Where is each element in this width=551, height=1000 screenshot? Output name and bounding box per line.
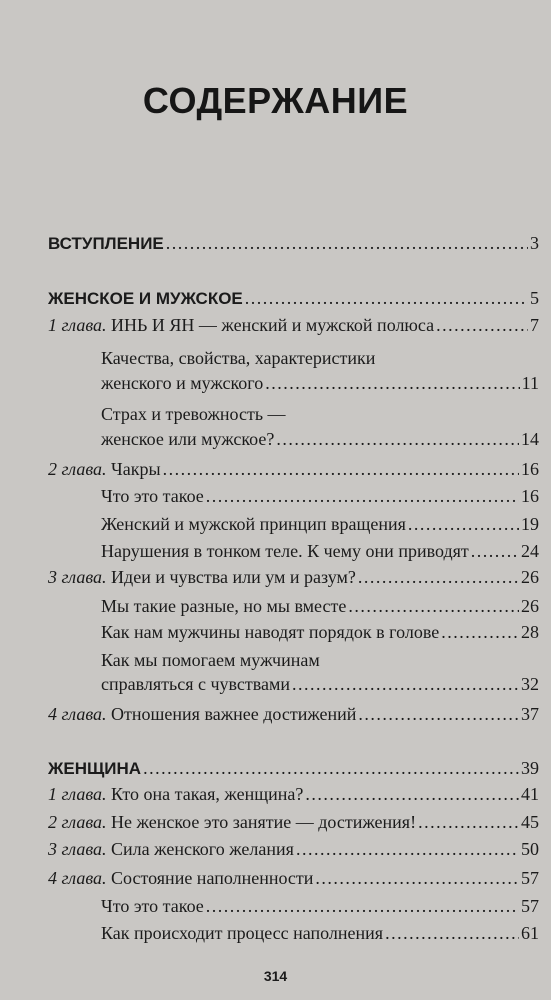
toc-chapter — [48, 313, 539, 337]
toc-entry-text — [48, 782, 303, 806]
toc-section — [48, 286, 539, 311]
toc-entry-text — [48, 810, 416, 834]
toc-page-number: 16 — [521, 486, 539, 506]
toc-page-number: 5 — [530, 288, 539, 308]
toc-subsection — [101, 620, 539, 644]
toc-subsection — [101, 539, 539, 563]
dot-leader — [385, 921, 519, 945]
toc-chapter — [48, 565, 539, 589]
toc-subsection — [101, 648, 539, 672]
entry-title: Страх и тревожность — — [101, 404, 286, 424]
chapter-prefix: 2 глава. — [48, 459, 107, 479]
toc-entry-text — [48, 232, 164, 256]
entry-title: Кто она такая, женщина? — [106, 784, 304, 804]
toc-subsection — [101, 371, 539, 395]
toc-page-number: 57 — [521, 868, 539, 888]
page-title: СОДЕРЖАНИЕ — [142, 80, 409, 121]
dot-leader — [206, 484, 519, 508]
dot-leader — [348, 594, 519, 618]
chapter-prefix: 4 глава. — [48, 704, 107, 724]
toc-chapter — [48, 702, 539, 726]
dot-leader — [245, 286, 528, 310]
chapter-prefix: 1 глава. — [48, 784, 107, 804]
chapter-prefix: 4 глава. — [48, 868, 107, 888]
toc-subsection — [101, 402, 539, 426]
dot-leader — [296, 837, 519, 861]
toc-section — [48, 756, 539, 781]
entry-title: ЖЕНЩИНА — [48, 759, 142, 778]
toc-page-number: 3 — [530, 233, 539, 253]
toc-page-number: 50 — [521, 839, 539, 859]
toc-page-number: 32 — [521, 674, 539, 694]
toc-entry-text — [101, 512, 406, 536]
toc-page-number: 26 — [521, 567, 539, 587]
toc-section — [48, 231, 539, 256]
toc-subsection — [101, 484, 539, 508]
toc-page-number: 39 — [521, 758, 539, 778]
toc-chapter — [48, 837, 539, 861]
dot-leader — [408, 512, 519, 536]
dot-leader — [441, 620, 519, 644]
toc-entry-text — [48, 457, 161, 481]
toc-subsection — [101, 672, 539, 696]
dot-leader — [358, 702, 519, 726]
entry-title: Мы такие разные, но мы вместе — [101, 596, 347, 616]
toc-page-number: 24 — [521, 541, 539, 561]
chapter-prefix: 3 глава. — [48, 839, 107, 859]
dot-leader — [436, 313, 528, 337]
dot-leader — [265, 371, 519, 395]
entry-title: ВСТУПЛЕНИЕ — [48, 234, 164, 253]
toc-page-number: 11 — [521, 373, 539, 393]
toc-entry-text — [48, 702, 356, 726]
dot-leader — [418, 810, 519, 834]
toc-page-number: 28 — [521, 622, 539, 642]
toc-entry-text — [101, 539, 469, 563]
toc-entry-text — [48, 837, 294, 861]
entry-title: женское или мужское? — [101, 429, 275, 449]
chapter-prefix: 3 глава. — [48, 567, 107, 587]
page-number: 314 — [263, 968, 288, 984]
toc-page-number: 19 — [521, 514, 539, 534]
entry-title: Как нам мужчины наводят порядок в голове — [101, 622, 440, 642]
toc-page-number: 26 — [521, 596, 539, 616]
toc-subsection — [101, 346, 539, 370]
toc-entry-text — [101, 484, 204, 508]
toc-subsection — [101, 427, 539, 451]
entry-title: женского и мужского — [101, 373, 264, 393]
entry-title: Идеи и чувства или ум и разум? — [106, 567, 356, 587]
dot-leader — [143, 756, 519, 780]
toc-entry-text — [101, 921, 383, 945]
toc-entry-text — [101, 648, 320, 672]
toc-entry-text — [48, 866, 313, 890]
entry-title: Отношения важнее достижений — [106, 704, 357, 724]
toc-subsection — [101, 894, 539, 918]
entry-title: Качества, свойства, характеристики — [101, 348, 376, 368]
toc-chapter — [48, 866, 539, 890]
toc-entry-text — [101, 346, 375, 370]
toc-chapter — [48, 810, 539, 834]
toc-entry-text — [101, 620, 439, 644]
toc-entry-text — [48, 757, 141, 781]
toc-entry-text — [48, 313, 434, 337]
toc-entry-text — [101, 402, 286, 426]
entry-title: ЖЕНСКОЕ И МУЖСКОЕ — [48, 289, 243, 308]
dot-leader — [315, 866, 519, 890]
toc-entry-text — [101, 371, 263, 395]
entry-title: справляться с чувствами — [101, 674, 291, 694]
toc-chapter — [48, 782, 539, 806]
toc-page-number: 61 — [521, 923, 539, 943]
entry-title: Сила женского желания — [106, 839, 294, 859]
toc-entry-text — [101, 594, 346, 618]
entry-title: Как мы помогаем мужчинам — [101, 650, 320, 670]
entry-title: Что это такое — [101, 486, 204, 506]
toc-page-number: 16 — [521, 459, 539, 479]
dot-leader — [305, 782, 519, 806]
dot-leader — [166, 231, 528, 255]
toc-entry-text — [101, 427, 274, 451]
toc-subsection — [101, 594, 539, 618]
dot-leader — [358, 565, 519, 589]
toc-entry-text — [101, 894, 204, 918]
toc-entry-text — [101, 672, 290, 696]
dot-leader — [292, 672, 519, 696]
entry-title: Как происходит процесс наполнения — [101, 923, 384, 943]
toc-entry-text — [48, 565, 356, 589]
entry-title: Женский и мужской принцип вращения — [101, 514, 406, 534]
toc-entry-text — [48, 287, 243, 311]
toc-page-number: 41 — [521, 784, 539, 804]
toc-subsection — [101, 921, 539, 945]
toc-page-number: 57 — [521, 896, 539, 916]
entry-title: ИНЬ И ЯН — женский и мужской полюса — [106, 315, 435, 335]
toc-page-number: 7 — [530, 315, 539, 335]
entry-title: Не женское это занятие — достижения! — [106, 812, 417, 832]
toc-subsection — [101, 512, 539, 536]
dot-leader — [163, 457, 519, 481]
toc-page-number: 45 — [521, 812, 539, 832]
toc-page-number: 37 — [521, 704, 539, 724]
entry-title: Чакры — [106, 459, 161, 479]
chapter-prefix: 1 глава. — [48, 315, 107, 335]
dot-leader — [276, 427, 519, 451]
toc-page-number: 14 — [521, 429, 539, 449]
chapter-prefix: 2 глава. — [48, 812, 107, 832]
entry-title: Состояние наполненности — [106, 868, 314, 888]
dot-leader — [206, 894, 519, 918]
dot-leader — [471, 539, 519, 563]
entry-title: Нарушения в тонком теле. К чему они приводят — [101, 541, 469, 561]
entry-title: Что это такое — [101, 896, 204, 916]
toc-chapter — [48, 457, 539, 481]
